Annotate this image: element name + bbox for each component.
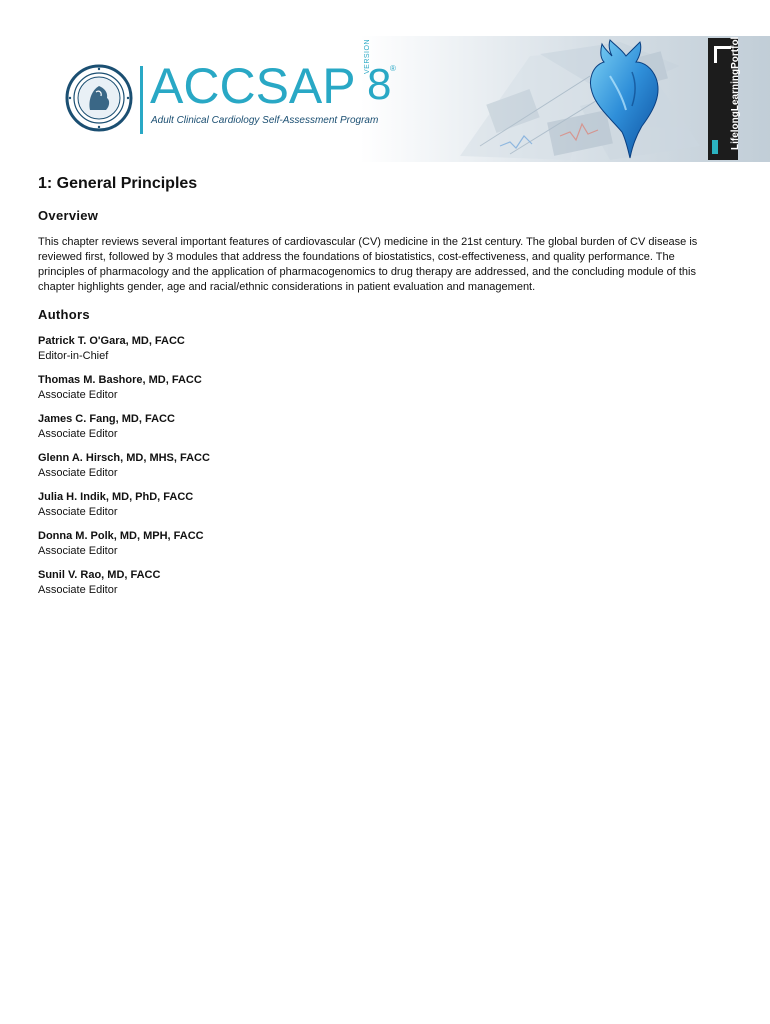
author-entry	[38, 490, 700, 519]
portfolio-accent	[712, 140, 718, 154]
overview-heading: Overview	[38, 208, 99, 223]
authors-list	[38, 334, 700, 597]
author-entry	[38, 529, 700, 558]
heart-illustration-icon	[570, 36, 666, 162]
author-name: Glenn A. Hirsch, MD, MHS, FACC	[38, 452, 210, 464]
author-entry	[38, 373, 700, 402]
acc-foundation-seal-icon	[66, 62, 132, 134]
author-role: Associate Editor	[38, 427, 118, 440]
author-role: Editor-in-Chief	[38, 349, 109, 362]
author-entry	[38, 334, 700, 363]
registered-mark: ®	[390, 64, 396, 73]
author-role: Associate Editor	[38, 388, 118, 401]
author-role: Associate Editor	[38, 544, 118, 557]
portfolio-corner-icon	[714, 46, 731, 63]
brand-tagline: Adult Clinical Cardiology Self-Assessment Program	[151, 115, 379, 126]
version-number: 8	[367, 60, 392, 109]
main-content	[38, 174, 700, 607]
overview-paragraph: This chapter reviews several important features of cardiovascular (CV) medicine in the 21st century. The global burden of CV disease is reviewed first, followed by 3 modules that address the foundations of biostatistics, cost-effectiveness, and quality performance. The principles of pharmacology and the application of pharmacogenomics to drug therapy are addressed, and the concluding module of this chapter highlights gender, age and racial/ethnic considerations in patient evaluation and management.	[38, 236, 698, 293]
header-banner	[60, 27, 741, 162]
brand-divider	[140, 66, 143, 134]
author-name: Patrick T. O'Gara, MD, FACC	[38, 335, 185, 347]
author-role: Associate Editor	[38, 505, 118, 518]
version-label: VERSION	[364, 38, 371, 74]
author-name: Sunil V. Rao, MD, FACC	[38, 569, 161, 581]
author-role: Associate Editor	[38, 583, 118, 596]
author-name: Julia H. Indik, MD, PhD, FACC	[38, 491, 194, 503]
author-entry	[38, 451, 700, 480]
author-role: Associate Editor	[38, 466, 118, 479]
author-name: James C. Fang, MD, FACC	[38, 413, 175, 425]
author-name: Donna M. Polk, MD, MPH, FACC	[38, 530, 204, 542]
authors-heading: Authors	[38, 307, 90, 322]
lifelong-learning-portfolio-badge	[708, 27, 741, 160]
brand-name: ACCSAP	[150, 58, 356, 114]
author-entry	[38, 568, 700, 597]
portfolio-label: LifelongLearningPortfolio	[730, 27, 741, 150]
author-name: Thomas M. Bashore, MD, FACC	[38, 374, 202, 386]
page-title: 1: General Principles	[38, 175, 198, 192]
author-entry	[38, 412, 700, 441]
